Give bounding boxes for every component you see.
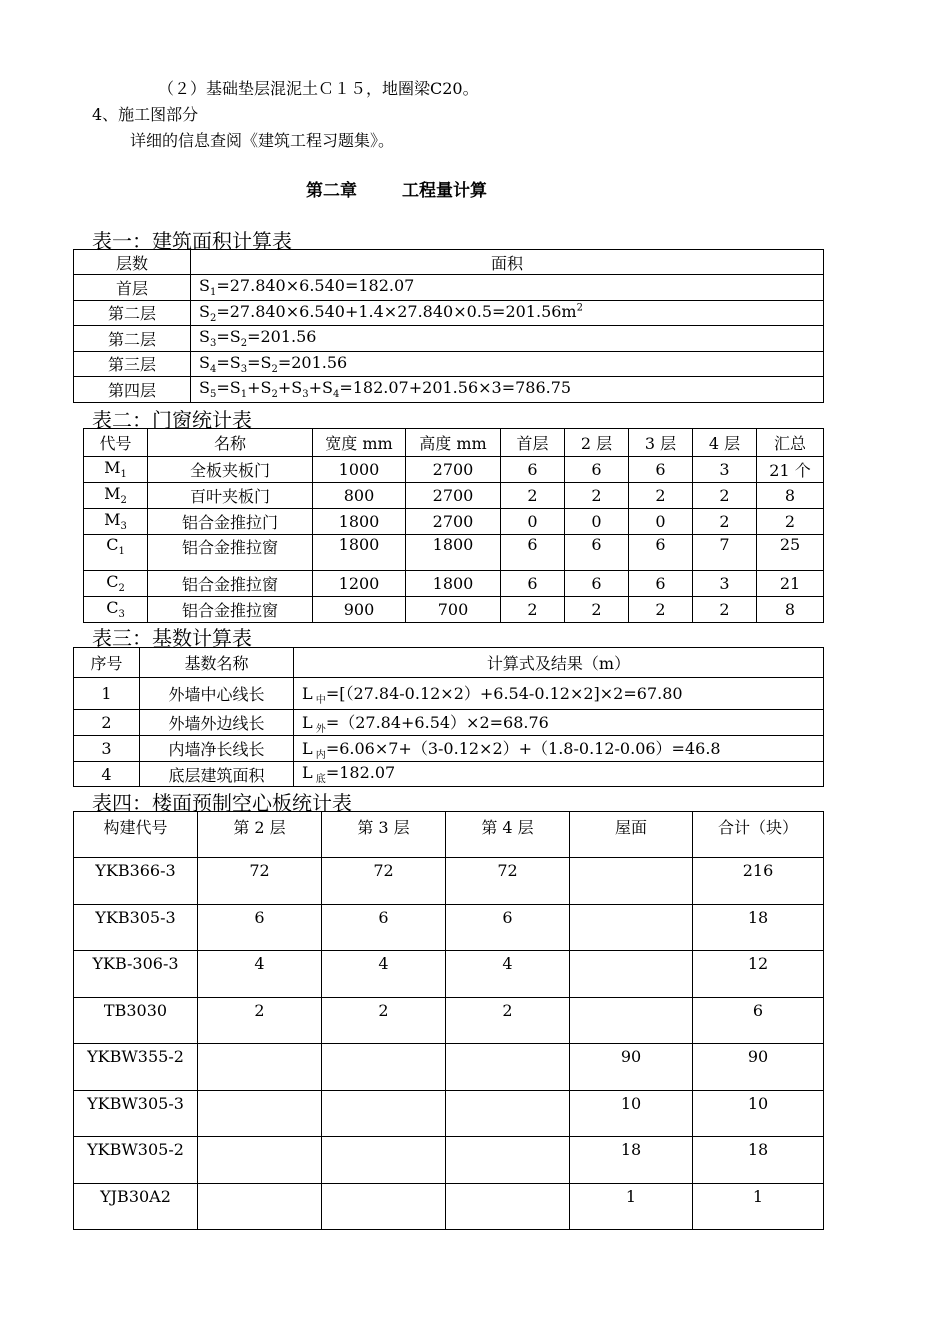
floor-cell: 第三层 xyxy=(74,351,191,377)
count-cell xyxy=(322,1183,446,1230)
value-cell: 1800 xyxy=(313,509,406,535)
value-cell: 3 xyxy=(693,457,757,483)
count-cell: 72 xyxy=(446,858,570,905)
code-cell: $C_1$ xyxy=(84,535,148,571)
count-cell: 6 xyxy=(693,997,824,1044)
header-cell: 名称 xyxy=(148,429,313,457)
count-cell: 10 xyxy=(693,1090,824,1137)
count-cell xyxy=(198,1090,322,1137)
value-cell: 6 xyxy=(565,571,629,597)
header-cell: 构建代号 xyxy=(74,812,198,858)
value-cell: 21 xyxy=(757,571,824,597)
header-cell: 基数名称 xyxy=(140,648,294,678)
count-cell: 2 xyxy=(446,997,570,1044)
count-cell xyxy=(322,1090,446,1137)
header-cell: 第 4 层 xyxy=(446,812,570,858)
table-row xyxy=(84,509,824,535)
header-cell: 汇总 xyxy=(757,429,824,457)
area-expression: $S_4=S_3=S_2=201.56$ xyxy=(191,351,824,377)
count-cell: 90 xyxy=(570,1044,693,1091)
count-cell: 10 xyxy=(570,1090,693,1137)
table-row xyxy=(74,275,824,301)
area-expression: $S_2=27.840\times 6.540+1.4\times 27.840\times 0.5=201.56m^2$ xyxy=(191,300,824,326)
base-name-cell: 内墙净长线长 xyxy=(140,736,294,762)
name-cell: 百叶夹板门 xyxy=(148,483,313,509)
intro-line-1: （２）基础垫层混泥土Ｃ１５，地圈梁C20。 xyxy=(158,79,479,98)
header-cell: 屋面 xyxy=(570,812,693,858)
value-cell: 6 xyxy=(629,457,693,483)
header-cell: 层数 xyxy=(74,250,191,275)
table-row xyxy=(84,457,824,483)
count-cell xyxy=(198,1044,322,1091)
count-cell: 2 xyxy=(198,997,322,1044)
header-cell: 第 3 层 xyxy=(322,812,446,858)
slab-code-cell: YKB305-3 xyxy=(74,904,198,951)
count-cell xyxy=(570,904,693,951)
value-cell: 6 xyxy=(501,535,565,571)
slab-code-cell: YKB-306-3 xyxy=(74,951,198,998)
table-row xyxy=(74,377,824,403)
value-cell: 2 xyxy=(693,597,757,623)
count-cell xyxy=(570,997,693,1044)
intro-line-3: 详细的信息查阅《建筑工程习题集》。 xyxy=(130,131,395,150)
value-cell: 2 xyxy=(565,483,629,509)
value-cell: 1000 xyxy=(313,457,406,483)
table-row xyxy=(84,483,824,509)
name-cell: 铝合金推拉窗 xyxy=(148,535,313,571)
slab-code-cell: YKBW305-3 xyxy=(74,1090,198,1137)
table-row xyxy=(74,678,824,710)
area-expression: $S_5=S_1+S_2+S_3+S_4=182.07+201.56\times 3=786.75$ xyxy=(191,377,824,403)
formula-cell: L $_底$=182.07 xyxy=(294,762,824,787)
door-window-table xyxy=(83,428,824,623)
value-cell: 700 xyxy=(406,597,501,623)
value-cell: 7 xyxy=(693,535,757,571)
name-cell: 铝合金推拉窗 xyxy=(148,597,313,623)
name-cell: 全板夹板门 xyxy=(148,457,313,483)
value-cell: 6 xyxy=(501,571,565,597)
header-cell: 4 层 xyxy=(693,429,757,457)
count-cell xyxy=(446,1183,570,1230)
base-name-cell: 外墙中心线长 xyxy=(140,678,294,710)
value-cell: 3 xyxy=(693,571,757,597)
count-cell: 6 xyxy=(322,904,446,951)
area-calc-table xyxy=(73,249,824,403)
value-cell: 2 xyxy=(565,597,629,623)
name-cell: 铝合金推拉门 xyxy=(148,509,313,535)
count-cell xyxy=(446,1137,570,1184)
value-cell: 6 xyxy=(629,571,693,597)
index-cell: 3 xyxy=(74,736,140,762)
name-cell: 铝合金推拉窗 xyxy=(148,571,313,597)
count-cell xyxy=(446,1044,570,1091)
header-cell: 第 2 层 xyxy=(198,812,322,858)
count-cell: 4 xyxy=(446,951,570,998)
count-cell: 1 xyxy=(693,1183,824,1230)
count-cell xyxy=(570,858,693,905)
code-cell: $C_2$ xyxy=(84,571,148,597)
table-row xyxy=(84,571,824,597)
value-cell: 2 xyxy=(501,483,565,509)
header-cell: 合计（块） xyxy=(693,812,824,858)
count-cell xyxy=(322,1044,446,1091)
table4-caption: 表四：楼面预制空心板统计表 xyxy=(92,791,352,815)
table-row xyxy=(74,904,824,951)
header-cell: 2 层 xyxy=(565,429,629,457)
count-cell: 216 xyxy=(693,858,824,905)
value-cell: 900 xyxy=(313,597,406,623)
value-cell: 1200 xyxy=(313,571,406,597)
table-row xyxy=(74,300,824,326)
value-cell: 2 xyxy=(757,509,824,535)
value-cell: 2 xyxy=(501,597,565,623)
table1-caption: 表一：建筑面积计算表 xyxy=(92,229,292,253)
header-cell: 计算式及结果（m） xyxy=(294,648,824,678)
value-cell: 25 xyxy=(757,535,824,571)
count-cell xyxy=(198,1137,322,1184)
table-row xyxy=(84,535,824,571)
table-row xyxy=(74,1183,824,1230)
count-cell: 72 xyxy=(322,858,446,905)
index-cell: 2 xyxy=(74,710,140,736)
count-cell xyxy=(570,951,693,998)
header-cell: 宽度 mm xyxy=(313,429,406,457)
chapter-title: 工程量计算 xyxy=(402,181,487,201)
slab-code-cell: YKBW305-2 xyxy=(74,1137,198,1184)
value-cell: 6 xyxy=(565,457,629,483)
floor-cell: 第四层 xyxy=(74,377,191,403)
count-cell xyxy=(322,1137,446,1184)
value-cell: 21 个 xyxy=(757,457,824,483)
table-row xyxy=(74,710,824,736)
table-header-row xyxy=(74,648,824,678)
value-cell: 2700 xyxy=(406,509,501,535)
value-cell: 0 xyxy=(629,509,693,535)
table-row xyxy=(74,326,824,352)
table2-caption: 表二：门窗统计表 xyxy=(92,408,252,432)
intro-line-2: 4、施工图部分 xyxy=(92,105,199,124)
index-cell: 1 xyxy=(74,678,140,710)
count-cell: 6 xyxy=(446,904,570,951)
value-cell: 6 xyxy=(629,535,693,571)
value-cell: 2 xyxy=(693,483,757,509)
value-cell: 6 xyxy=(565,535,629,571)
code-cell: $C_3$ xyxy=(84,597,148,623)
table-row xyxy=(74,858,824,905)
value-cell: 0 xyxy=(565,509,629,535)
count-cell xyxy=(198,1183,322,1230)
index-cell: 4 xyxy=(74,762,140,787)
count-cell: 18 xyxy=(693,1137,824,1184)
table-row xyxy=(84,597,824,623)
formula-cell: L $_内$=6.06×7+（3-0.12×2）+（1.8-0.12-0.06）=46.8 xyxy=(294,736,824,762)
table-row xyxy=(74,736,824,762)
slab-code-cell: YKBW355-2 xyxy=(74,1044,198,1091)
table-row xyxy=(74,762,824,787)
area-expression: $S_3=S_2=201.56$ xyxy=(191,326,824,352)
table-row xyxy=(74,351,824,377)
formula-cell: L $_中$=[（27.84-0.12×2）+6.54-0.12×2]×2=67.80 xyxy=(294,678,824,710)
header-cell: 序号 xyxy=(74,648,140,678)
value-cell: 8 xyxy=(757,483,824,509)
count-cell: 4 xyxy=(198,951,322,998)
value-cell: 2 xyxy=(693,509,757,535)
formula-cell: L $_外$=（27.84+6.54）×2=68.76 xyxy=(294,710,824,736)
area-expression: $S_1=27.840\times 6.540=182.07$ xyxy=(191,275,824,301)
value-cell: 2 xyxy=(629,597,693,623)
slab-code-cell: TB3030 xyxy=(74,997,198,1044)
count-cell xyxy=(446,1090,570,1137)
table-row xyxy=(74,1044,824,1091)
table-row xyxy=(74,1137,824,1184)
floor-cell: 首层 xyxy=(74,275,191,301)
count-cell: 4 xyxy=(322,951,446,998)
base-calc-table xyxy=(73,647,824,787)
table-row xyxy=(74,997,824,1044)
value-cell: 0 xyxy=(501,509,565,535)
table-header-row xyxy=(74,250,824,275)
count-cell: 12 xyxy=(693,951,824,998)
slab-code-cell: YJB30A2 xyxy=(74,1183,198,1230)
value-cell: 8 xyxy=(757,597,824,623)
code-cell: $M_3$ xyxy=(84,509,148,535)
base-name-cell: 外墙外边线长 xyxy=(140,710,294,736)
table3-caption: 表三：基数计算表 xyxy=(92,626,252,650)
count-cell: 72 xyxy=(198,858,322,905)
value-cell: 1800 xyxy=(313,535,406,571)
table-header-row xyxy=(74,812,824,858)
slab-stat-table xyxy=(73,811,824,1230)
floor-cell: 第二层 xyxy=(74,300,191,326)
code-cell: $M_1$ xyxy=(84,457,148,483)
count-cell: 18 xyxy=(693,904,824,951)
header-cell: 面积 xyxy=(191,250,824,275)
count-cell: 6 xyxy=(198,904,322,951)
value-cell: 2 xyxy=(629,483,693,509)
value-cell: 800 xyxy=(313,483,406,509)
header-cell: 首层 xyxy=(501,429,565,457)
header-cell: 代号 xyxy=(84,429,148,457)
header-cell: 高度 mm xyxy=(406,429,501,457)
value-cell: 6 xyxy=(501,457,565,483)
floor-cell: 第二层 xyxy=(74,326,191,352)
chapter-number: 第二章 xyxy=(306,181,357,201)
table-row xyxy=(74,1090,824,1137)
value-cell: 2700 xyxy=(406,457,501,483)
base-name-cell: 底层建筑面积 xyxy=(140,762,294,787)
code-cell: $M_2$ xyxy=(84,483,148,509)
table-row xyxy=(74,951,824,998)
count-cell: 1 xyxy=(570,1183,693,1230)
count-cell: 18 xyxy=(570,1137,693,1184)
table-header-row xyxy=(84,429,824,457)
value-cell: 1800 xyxy=(406,571,501,597)
value-cell: 2700 xyxy=(406,483,501,509)
header-cell: 3 层 xyxy=(629,429,693,457)
count-cell: 90 xyxy=(693,1044,824,1091)
slab-code-cell: YKB366-3 xyxy=(74,858,198,905)
count-cell: 2 xyxy=(322,997,446,1044)
value-cell: 1800 xyxy=(406,535,501,571)
